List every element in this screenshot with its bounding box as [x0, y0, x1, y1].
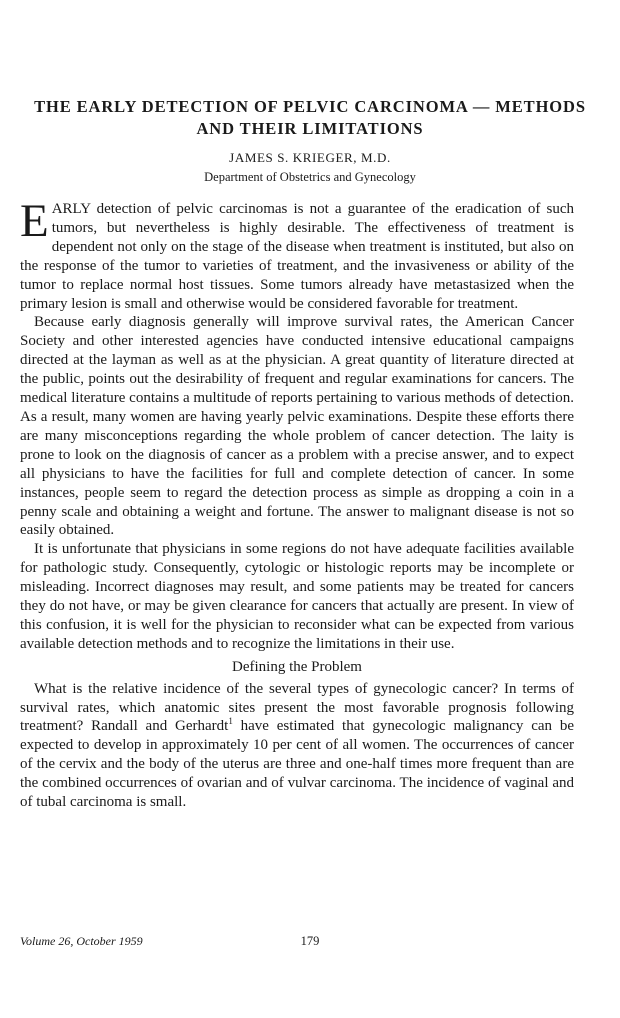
paragraph-4-text-b: have estimated that gynecologic malignancy can be expected to develop in approximately 10 per cent of all women. The occurrences of cancer of the cervix and the body of the uterus are three and one-half times more frequent than are the combined occurrences of ovarian and of vulvar carcinoma. The incidence of vaginal and of tubal carcinoma is small.	[20, 718, 574, 811]
paragraph-4	[20, 680, 574, 812]
drop-cap: E	[20, 195, 49, 247]
page-number: 179	[300, 934, 320, 948]
section-heading: Defining the Problem	[232, 658, 362, 675]
paragraph-1	[20, 195, 574, 313]
journal-issue: Volume 26, October 1959	[20, 934, 143, 948]
paragraph-2: Because early diagnosis generally will improve survival rates, the American Cancer Society and other interested agencies have conducted intensive educational campaigns directed at the layman as well as at the physician. A great quantity of literature directed at the public, points out the desirability of frequent and regular examinations for cancers. The medical literature contains a multitude of reports pertaining to various methods of detection. As a result, many women are having yearly pelvic examinations. Despite these efforts there are many misconceptions regarding the whole problem of cancer detection. The laity is prone to look on the diagnosis of cancer as a problem with a precise answer, and to expect all physicians to have the facilities for full and complete detection of cancer. In some instances, people seem to regard the detection process as simple as dropping a coin in a penny scale and obtaining a weight and fortune. The answer to malignant disease is not so easily obtained.	[20, 314, 574, 539]
paragraph-3: It is unfortunate that physicians in some regions do not have adequate facilities available for pathologic study. Consequently, cytologic or histologic reports may be incomplete or misleading. Incorrect diagnoses may result, and some patients may be treated for cancers they do not have, or may be given clearance for cancers that actually are present. In view of this confusion, it is well for the physician to reconsider what can be expected from various available detection methods and to recognize the limitations in their use.	[20, 541, 574, 652]
author-department: Department of Obstetrics and Gynecology	[204, 170, 416, 184]
author-name: JAMES S. KRIEGER, M.D.	[229, 150, 391, 165]
title-line-1: THE EARLY DETECTION OF PELVIC CARCINOMA — METHODS	[34, 97, 586, 116]
article-title	[20, 96, 600, 140]
paragraph-4-text-a: What is the relative incidence of the several types of gynecologic cancer? In terms of survival rates, which anatomic sites present the most favorable prognosis following treatment? Randall and Gerhardt	[20, 680, 574, 735]
reference-marker: 1	[228, 716, 233, 727]
article-body	[20, 195, 574, 812]
paragraph-1-text: ARLY detection of pelvic carcinomas is not a guarantee of the eradication of such tumors, but nevertheless is highly desirable. The effectiveness of treatment is dependent not only on the stage of the disease when treatment is instituted, but also on the response of the tumor to varieties of treatment, and the invasiveness or ability of the tumor to replace normal host tissues. Some tumors already have metastasized when the primary lesion is small and otherwise would be considered favorable for treatment.	[20, 201, 574, 312]
title-line-2: AND THEIR LIMITATIONS	[196, 119, 424, 138]
